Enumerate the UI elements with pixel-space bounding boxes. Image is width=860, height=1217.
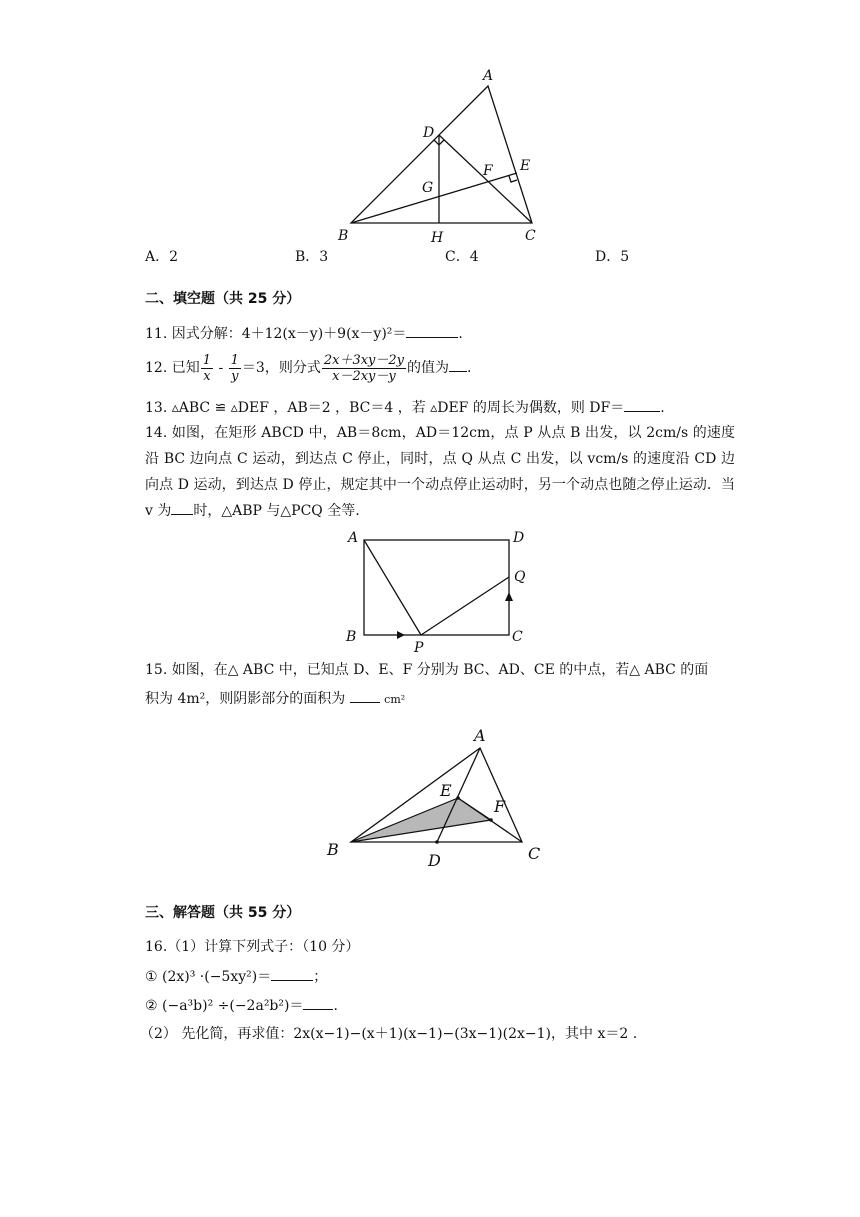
- label-B: B: [338, 228, 349, 244]
- q12-mid: ＝3，则分式: [241, 360, 321, 376]
- segment-ap: [364, 540, 421, 635]
- q15-answer-blank[interactable]: [350, 688, 380, 703]
- q12-fraction-1: $\frac{1}{x}$: [202, 352, 211, 384]
- point-d: [435, 840, 439, 844]
- q15-triangle-figure: [320, 724, 550, 870]
- label-G: G: [422, 180, 434, 196]
- label-H: H: [431, 230, 444, 246]
- q12-answer-blank[interactable]: [449, 357, 467, 372]
- option-a[interactable]: A．2: [145, 249, 179, 265]
- q16-p2-answer-blank[interactable]: [303, 995, 333, 1010]
- arrow-right-icon: [397, 631, 405, 639]
- point-f: [489, 818, 493, 822]
- point-e: [456, 796, 460, 800]
- option-c[interactable]: C．4: [445, 249, 479, 265]
- label-F: F: [483, 163, 493, 179]
- q13-end: .: [660, 400, 665, 416]
- right-angle-mark-e: [509, 176, 517, 182]
- segment-pq: [421, 577, 509, 635]
- option-d[interactable]: D．5: [595, 249, 630, 265]
- q14-tail: 时，△ABP 与△PCQ 全等.: [193, 503, 360, 519]
- question-13: [145, 397, 665, 418]
- question-16-part1: [145, 966, 327, 987]
- label-F: F: [494, 797, 506, 816]
- label-B: B: [327, 840, 339, 859]
- q12-suffix: 的值为: [407, 360, 450, 376]
- label-C: C: [528, 844, 541, 863]
- q14-text: 14. 如图，在矩形 ABCD 中，AB＝8cm，AD＝12cm，点 P 从点 B 出发，以 2cm/s 的速度沿 BC 边向点 C 运动，到达点 C 停止，同时，点 Q 从点 C 出发，以 vcm/s 的速度沿 CD 边向点 D 运动，到达点 D 停止，规定其中一个动点停止运动时，另一个动点也随之停止运动．当 v 为: [145, 425, 735, 519]
- label-E: E: [520, 158, 531, 174]
- arrow-up-icon: [505, 592, 513, 601]
- q12-end: .: [467, 360, 472, 376]
- q12-minus: -: [214, 360, 228, 376]
- q11-answer-blank[interactable]: [406, 323, 458, 338]
- q14-rectangle-figure: [340, 526, 540, 656]
- shaded-triangle-bef: [351, 798, 491, 842]
- q15-unit: cm²: [384, 693, 406, 706]
- label-P: P: [414, 640, 424, 656]
- q14-answer-blank[interactable]: [171, 500, 193, 515]
- q11-text: 11. 因式分解：4＋12(x－y)＋9(x－y)²＝: [145, 326, 407, 342]
- label-E: E: [440, 781, 452, 800]
- q13-text: 13. ▵ABC ≌ ▵DEF ，AB＝2 ，BC＝4 ，若 ▵DEF 的周长为偶数，则 DF＝: [145, 400, 625, 416]
- q16-p2-text: ② (−a³b)² ÷(−2a²b²)＝: [145, 998, 304, 1014]
- q15-line2-text: 积为 4m²，则阴影部分的面积为: [145, 691, 346, 707]
- label-D: D: [423, 125, 435, 141]
- q16-p1-answer-blank[interactable]: [271, 966, 313, 981]
- question-14: [145, 420, 735, 524]
- rectangle-abcd: [364, 540, 509, 635]
- question-15-line2: [145, 688, 405, 710]
- option-b[interactable]: B．3: [295, 249, 329, 265]
- q12-prefix: 12. 已知: [145, 360, 200, 376]
- question-11: [145, 323, 463, 344]
- q16-p1-text: ① (2x)³ ·(−5xy²)＝: [145, 969, 272, 985]
- q16-p1-end: ；: [313, 969, 328, 985]
- label-A: A: [474, 726, 486, 745]
- question-15-line1: 15. 如图，在△ ABC 中，已知点 D、E、F 分别为 BC、AD、CE 的中点，若△ ABC 的面: [145, 662, 709, 678]
- label-C: C: [525, 228, 536, 244]
- label-Q: Q: [514, 569, 526, 585]
- q12-fraction-3: $\frac{2x+3xy-2y}{x-2xy-y}$: [323, 352, 405, 384]
- q11-tail: .: [458, 326, 463, 342]
- q13-answer-blank[interactable]: [624, 397, 660, 412]
- question-12: [145, 350, 471, 386]
- question-16-part3: （2） 先化简，再求值：2x(x−1)−(x＋1)(x−1)−(3x−1)(2x−1)，其中 x＝2 .: [140, 1026, 638, 1042]
- q10-triangle-figure: [330, 66, 560, 248]
- triangle-abc: [351, 86, 532, 223]
- label-A: A: [483, 68, 494, 84]
- label-D: D: [428, 851, 441, 870]
- question-16-part2: [145, 995, 338, 1016]
- section3-heading: 三、解答题（共 55 分）: [145, 905, 301, 921]
- q12-fraction-2: $\frac{1}{y}$: [230, 352, 239, 384]
- label-B: B: [346, 629, 357, 645]
- question-16-title: 16.（1）计算下列式子：（10 分）: [145, 939, 360, 955]
- q16-p2-end: .: [333, 998, 338, 1014]
- label-A: A: [348, 530, 359, 546]
- label-D: D: [513, 530, 525, 546]
- section2-heading: 二、填空题（共 25 分）: [145, 291, 301, 307]
- label-C: C: [512, 629, 523, 645]
